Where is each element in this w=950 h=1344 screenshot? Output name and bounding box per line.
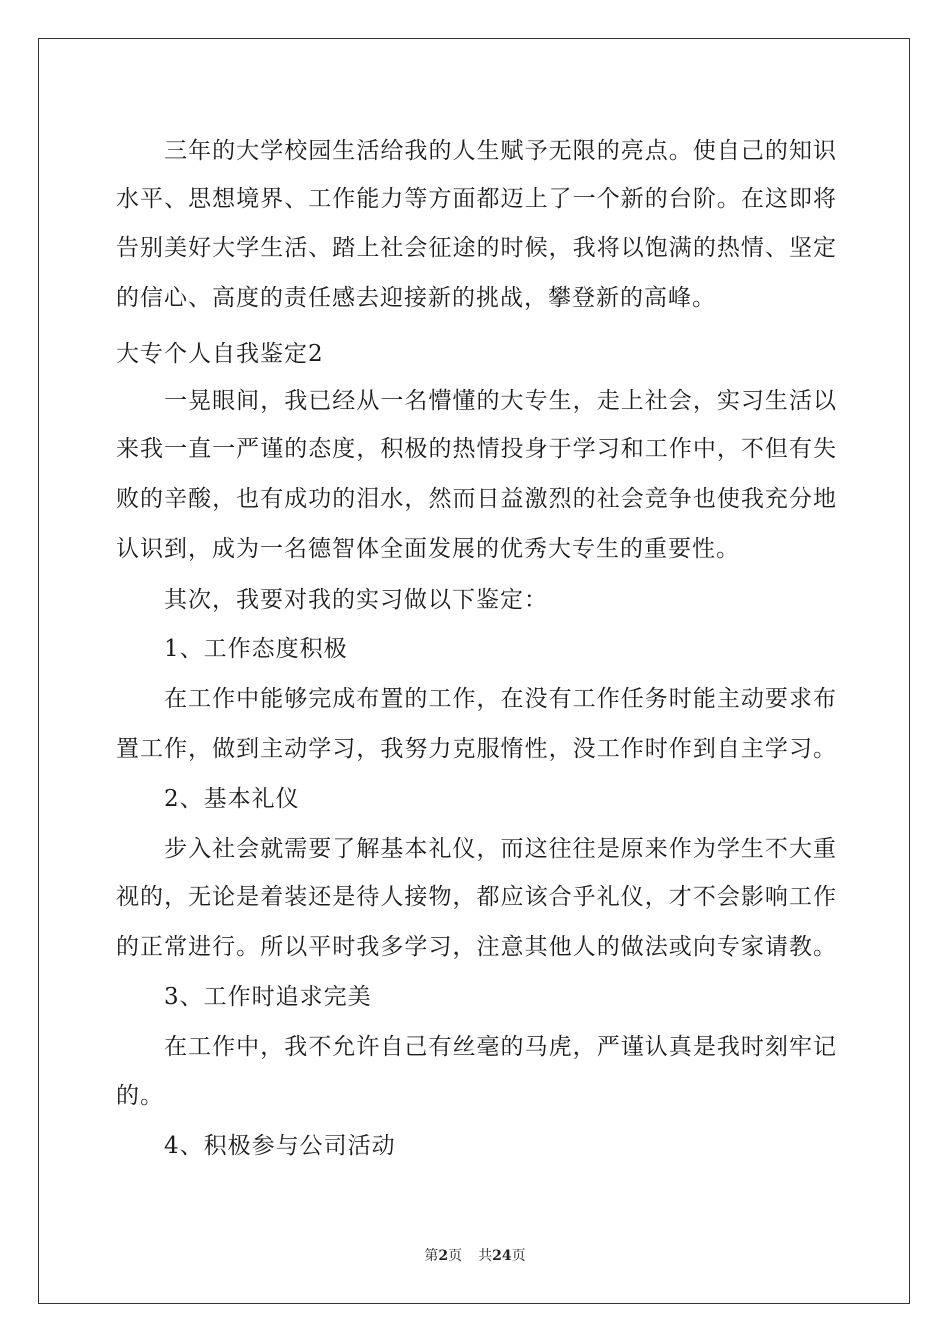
paragraph-line: 在工作中，我不允许自己有丝毫的马虎，严谨认真是我时刻牢记 — [116, 1034, 836, 1060]
paragraph-line: 败的辛酸，也有成功的泪水，然而日益激烈的社会竞争也使我充分地 — [116, 486, 836, 512]
paragraph-line: 三年的大学校园生活给我的人生赋予无限的亮点。使自己的知识 — [116, 138, 836, 164]
list-item-heading: 1、工作态度积极 — [116, 636, 348, 662]
paragraph-line: 认识到，成为一名德智体全面发展的优秀大专生的重要性。 — [116, 536, 740, 562]
paragraph-line: 视的，无论是着装还是待人接物，都应该合乎礼仪，才不会影响工作 — [116, 884, 836, 910]
paragraph-line: 的。 — [116, 1083, 164, 1109]
paragraph-line: 在工作中能够完成布置的工作，在没有工作任务时能主动要求布 — [116, 686, 836, 712]
paragraph-line: 其次，我要对我的实习做以下鉴定： — [116, 587, 548, 613]
section-heading: 大专个人自我鉴定2 — [116, 341, 324, 367]
page-footer — [0, 1247, 950, 1265]
current-page-number: 2 — [438, 1248, 449, 1264]
list-item-heading: 3、工作时追求完美 — [116, 984, 372, 1010]
list-item-heading: 4、积极参与公司活动 — [116, 1133, 396, 1159]
total-page-count: 24 — [492, 1248, 512, 1264]
page-suffix: 页 — [448, 1248, 463, 1264]
paragraph-line: 置工作，做到主动学习，我努力克服惰性，没工作时作到自主学习。 — [116, 736, 836, 762]
paragraph-line: 来我一直一严谨的态度，积极的热情投身于学习和工作中，不但有失 — [116, 436, 836, 462]
list-item-heading: 2、基本礼仪 — [116, 786, 300, 812]
paragraph-line: 告别美好大学生活、踏上社会征途的时候，我将以饱满的热情、坚定 — [116, 235, 836, 261]
paragraph-line: 水平、思想境界、工作能力等方面都迈上了一个新的台阶。在这即将 — [116, 186, 836, 212]
page-prefix: 第 — [424, 1248, 439, 1264]
paragraph-line: 的正常进行。所以平时我多学习，注意其他人的做法或向专家请教。 — [116, 934, 836, 960]
total-prefix: 共 — [478, 1248, 493, 1264]
page-border — [38, 38, 910, 1304]
paragraph-line: 的信心、高度的责任感去迎接新的挑战，攀登新的高峰。 — [116, 285, 716, 311]
paragraph-line: 一晃眼间，我已经从一名懵懂的大专生，走上社会，实习生活以 — [116, 388, 836, 414]
total-suffix: 页 — [511, 1248, 526, 1264]
paragraph-line: 步入社会就需要了解基本礼仪，而这往往是原来作为学生不大重 — [116, 836, 836, 862]
